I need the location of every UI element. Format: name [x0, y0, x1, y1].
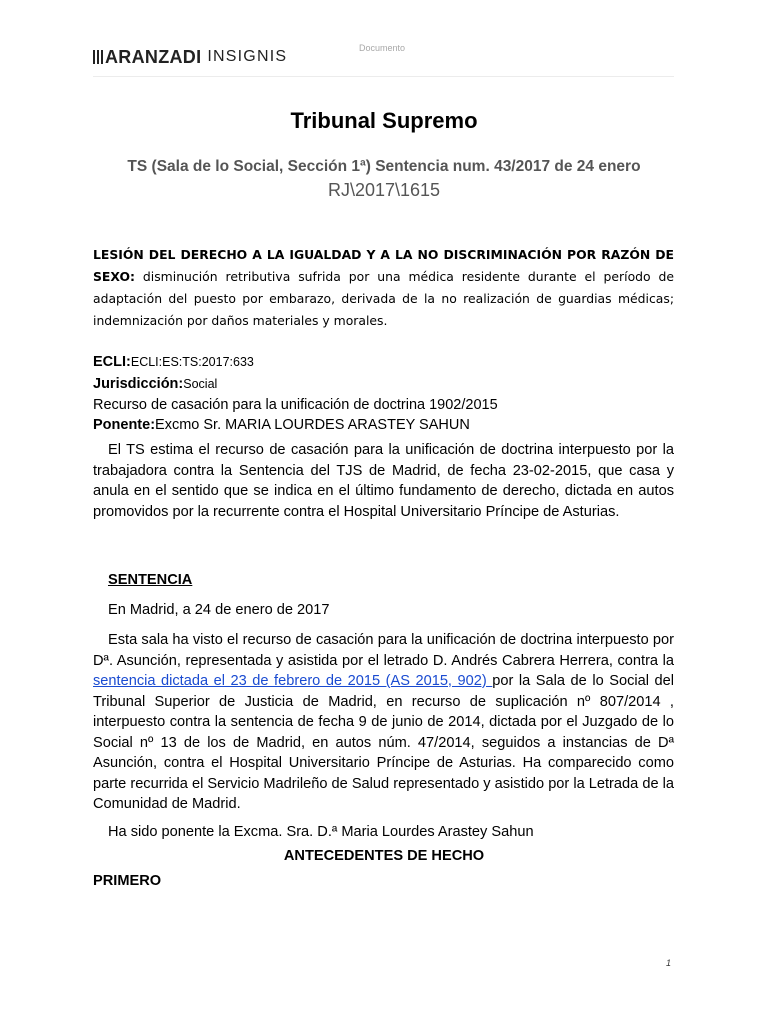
logo-product: INSIGNIS — [207, 48, 288, 65]
ecli-label: ECLI: — [93, 354, 131, 370]
summary-text: disminución retributiva sufrida por una médica residente durante el período de adaptación del puesto por embarazo, derivada de la no realización de guardias médicas; indemnización por daños materiales y morales. — [93, 269, 674, 328]
summary-heading: LESIÓN DEL DERECHO A LA IGUALDAD Y A LA NO DISCRIMINACIÓN POR RAZÓN DE SEXO: — [93, 247, 674, 284]
judgment-reference: RJ\2017\1615 — [327, 180, 441, 200]
ecli-line — [93, 352, 674, 373]
logo-bars-icon — [93, 50, 103, 64]
ponente-value: Excmo Sr. MARIA LOURDES ARASTEY SAHUN — [155, 417, 470, 433]
logo-brand: ARANZADI — [105, 46, 202, 67]
sentencia-heading: SENTENCIA — [108, 572, 193, 588]
jurisdiccion-line — [93, 374, 674, 395]
judgment-subtitle: TS (Sala de lo Social, Sección 1ª) Sentencia num. 43/2017 de 24 enero — [127, 158, 641, 175]
summary-block — [93, 244, 674, 332]
ecli-value: ECLI:ES:TS:2017:633 — [130, 355, 254, 369]
page-number: 1 — [666, 958, 672, 968]
aranzadi-logo — [93, 45, 287, 69]
jurisdiccion-value: Social — [183, 377, 218, 391]
primero-heading: PRIMERO — [93, 873, 162, 889]
document-type-label: Documento — [359, 43, 406, 53]
ponente-paragraph: Ha sido ponente la Excma. Sra. D.ª Maria Lourdes Arastey Sahun — [108, 824, 534, 840]
antecedentes-heading: ANTECEDENTES DE HECHO — [283, 848, 485, 864]
recurso-line: Recurso de casación para la unificación de doctrina 1902/2015 — [93, 397, 498, 413]
ponente-label: Ponente: — [93, 417, 156, 433]
abstract-paragraph: El TS estima el recurso de casación para la unificación de doctrina interpuesto por la trabajadora contra la Sentencia del TJS de Madrid, de fecha 23-02-2015, que casa y anula en el sentido que se indica en el último fundamento de derecho, dictada en autos promovidos por la recurrente contra el Hospital Universitario Príncipe de Asturias. — [93, 442, 674, 520]
date-line: En Madrid, a 24 de enero de 2017 — [108, 602, 330, 618]
court-title: Tribunal Supremo — [290, 108, 478, 133]
ponente-line — [93, 415, 674, 436]
page-header — [93, 42, 674, 77]
sentencia-link[interactable]: sentencia dictada el 23 de febrero de 2015 (AS 2015, 902) — [93, 673, 493, 689]
body-paragraph — [93, 630, 674, 815]
jurisdiccion-label: Jurisdicción: — [93, 376, 184, 392]
body-text-start: Esta sala ha visto el recurso de casación para la unificación de doctrina interpuesto por Dª. Asunción, representada y asistida por el letrado D. Andrés Cabrera Herrera, contra la — [93, 632, 674, 669]
body-text-end: por la Sala de lo Social del Tribunal Superior de Justicia de Madrid, en recurso de suplicación nº 807/2014 , interpuesto contra la sentencia de fecha 9 de junio de 2014, dictada por el Juzgado de lo Social nº 13 de los de Madrid, en autos núm. 47/2014, seguidos a instancias de Dª Asunción, contra el Hospital Universitario Príncipe de Asturias. Ha comparecido como parte recurrida el Servicio Madrileño de Salud representado y asistido por la Letrada de la Comunidad de Madrid. — [93, 673, 674, 812]
